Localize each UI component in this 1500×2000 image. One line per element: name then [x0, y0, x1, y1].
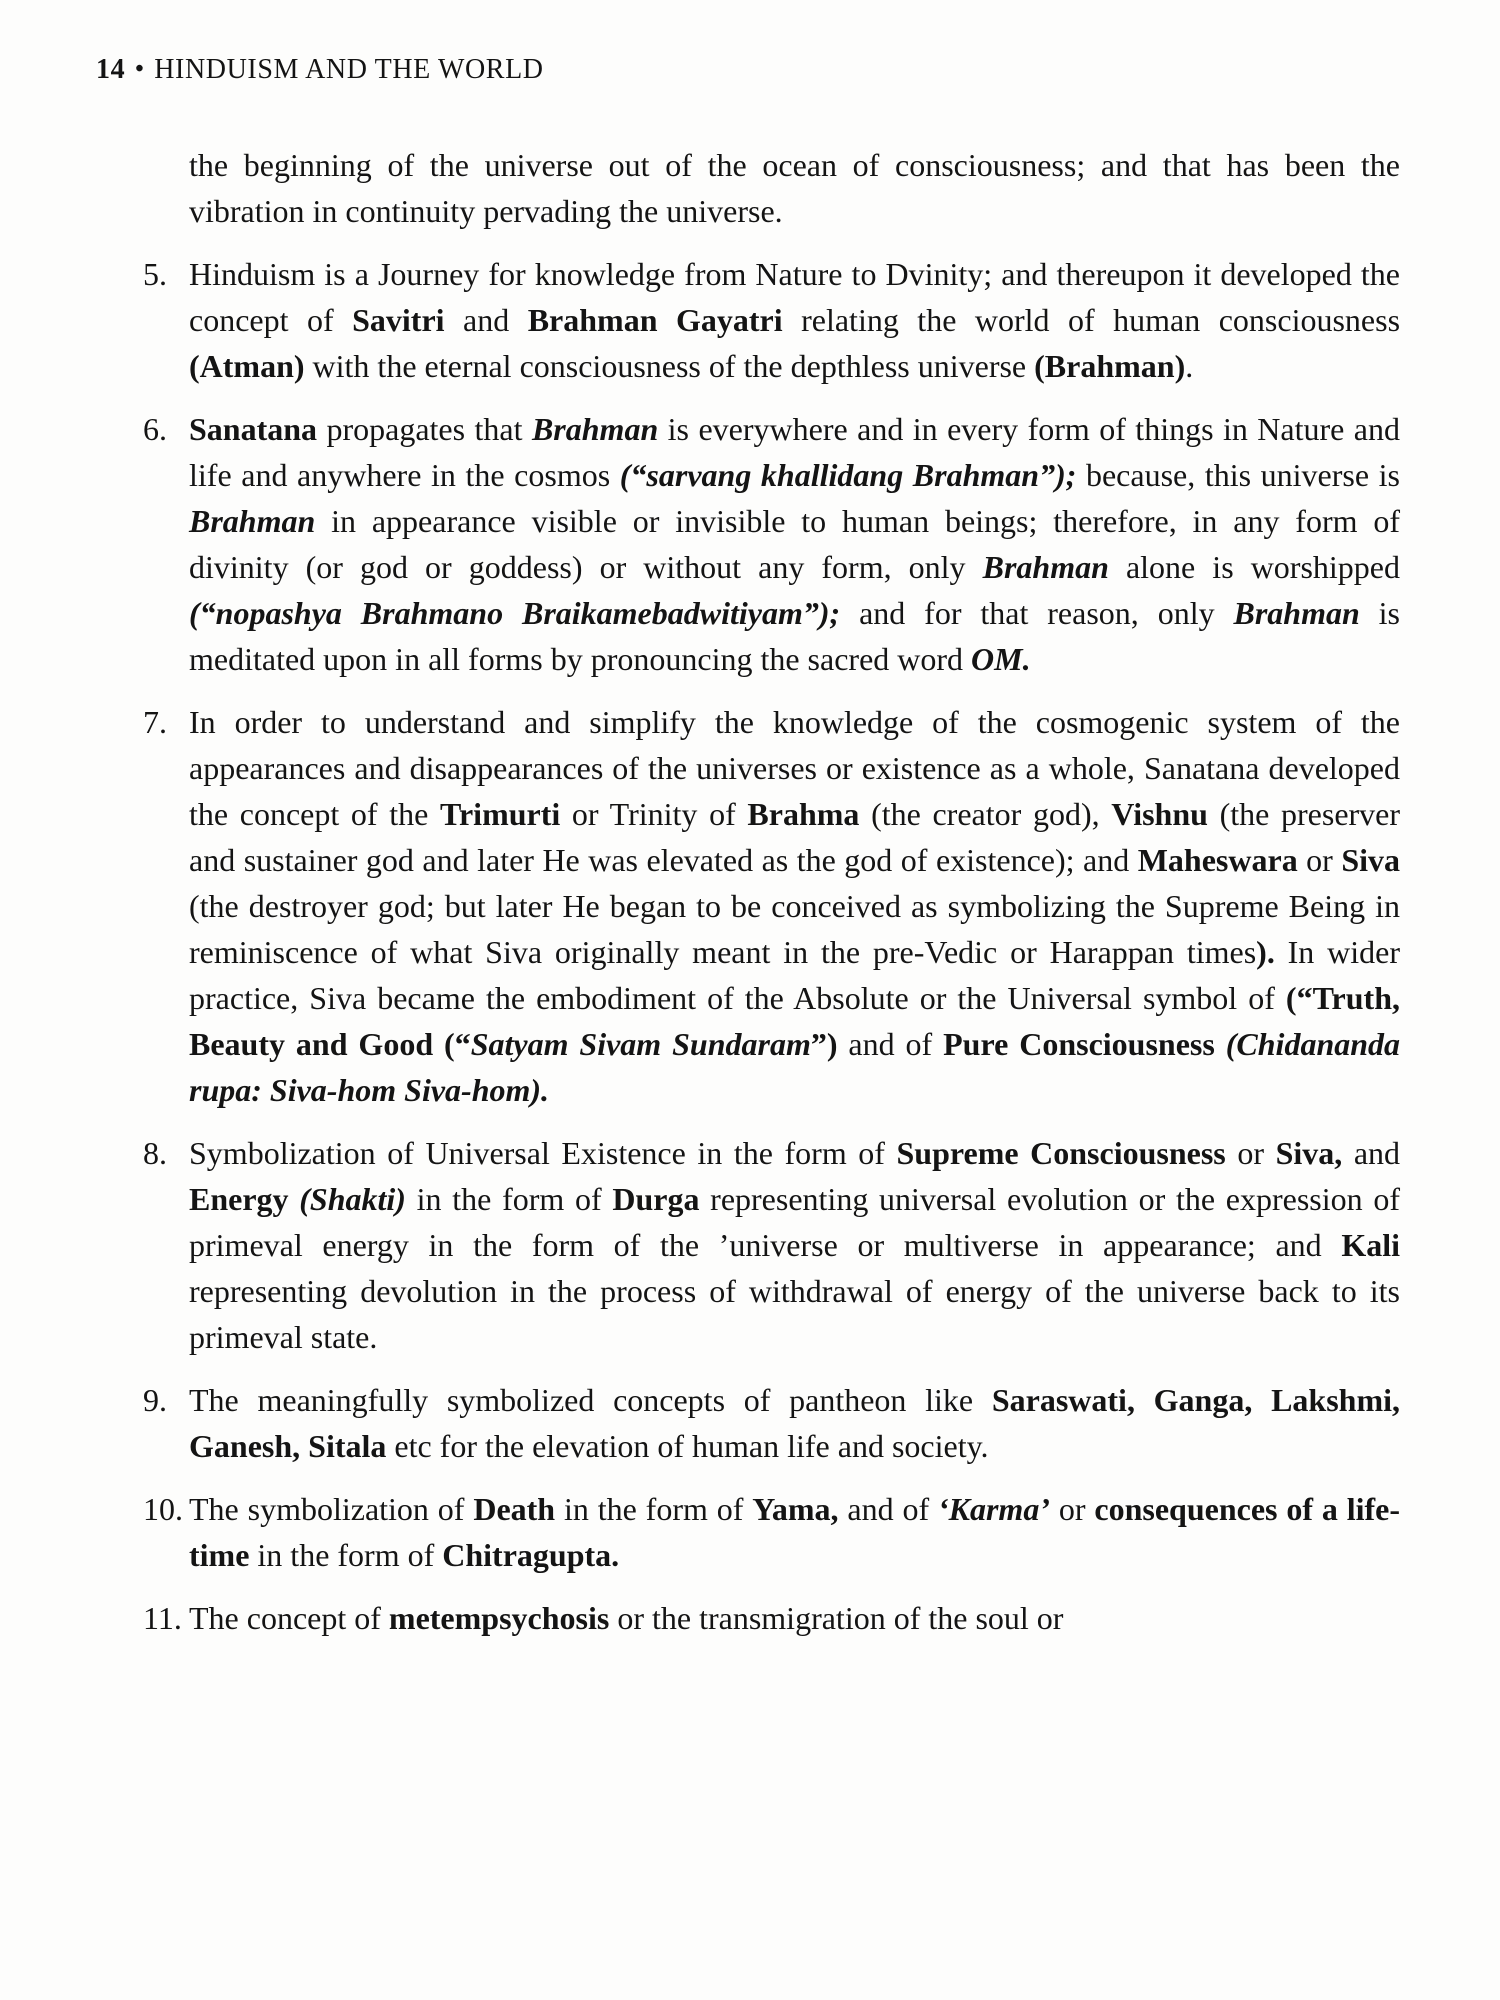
item-text: [189, 251, 1400, 389]
text-segment: Maheswara: [1137, 842, 1298, 878]
item-text: [189, 1595, 1400, 1641]
list-item: [143, 406, 1400, 682]
text-segment: (the preserver and sustainer god and later He was elevated as the god of existence); and: [189, 796, 1401, 878]
text-segment: Brahman: [531, 411, 659, 447]
text-segment: Brahman: [1233, 595, 1360, 631]
text-segment: .: [1185, 348, 1194, 384]
text-segment: because, this universe is: [1076, 457, 1400, 493]
text-segment: (the destroyer god; but later He began to be conceived as symbolizing the Supreme Being in reminiscence of what Siva originally meant in the pre-Vedic or Harappan times: [189, 888, 1400, 970]
text-segment: in the form of: [555, 1491, 753, 1527]
text-segment: Symbolization of Universal Existence in the form of: [189, 1135, 897, 1171]
text-segment: Hinduism is a Journey for knowledge from Nature to Dvinity; and thereupon it developed the concept of: [189, 256, 1400, 338]
text-segment: is everywhere and in every form of things in Nature and life and anywhere in the cosmos: [189, 411, 1401, 493]
item-text: [189, 406, 1400, 682]
text-segment: Brahman Gayatri: [527, 302, 783, 338]
text-segment: Siva: [1341, 842, 1401, 878]
text-segment: (Atman): [189, 348, 305, 384]
text-segment: Sanatana: [189, 411, 318, 447]
text-segment: OM.: [971, 641, 1031, 677]
text-segment: representing devolution in the process of withdrawal of energy of the universe back to its primeval state.: [189, 1273, 1400, 1355]
page-number: 14: [96, 54, 126, 85]
text-segment: and of: [838, 1491, 938, 1527]
running-header: [0, 0, 1500, 86]
text-segment: ”): [810, 1026, 838, 1062]
text-segment: Supreme Consciousness: [896, 1135, 1226, 1171]
text-segment: metempsychosis: [388, 1600, 610, 1636]
list-item: [143, 251, 1400, 389]
text-segment: (“sarvang khallidang Brahman”);: [619, 457, 1077, 493]
text-segment: (“nopashya Brahmano Braikamebadwitiyam”);: [189, 595, 841, 631]
list-item: [143, 699, 1400, 1113]
text-segment: in the form of: [249, 1537, 443, 1573]
text-segment: relating the world of human consciousness: [782, 302, 1401, 338]
text-segment: or Trinity of: [560, 796, 748, 832]
text-segment: the beginning of the universe out of the ocean of consciousness; and that has been the vibration in continuity pervading the universe.: [189, 147, 1400, 229]
text-segment: in appearance visible or invisible to human beings; therefore, in any form of divinity (or god or goddess) or without any form, only: [189, 503, 1400, 585]
item-text: [189, 1486, 1400, 1578]
list-item: [143, 1486, 1400, 1578]
header-separator-dot: •: [135, 56, 145, 82]
text-segment: The meaningfully symbolized concepts of pantheon like: [189, 1382, 992, 1418]
text-segment: etc for the elevation of human life and society.: [386, 1428, 989, 1464]
text-segment: representing universal evolution or the expression of primeval energy in the form of the ʼuniverse or multiverse in appearance; and: [189, 1181, 1401, 1263]
text-segment: Siva,: [1275, 1135, 1343, 1171]
item-number: 10.: [143, 1491, 183, 1527]
item-number: 5.: [143, 256, 167, 292]
text-segment: The symbolization of: [189, 1491, 474, 1527]
text-segment: (Chidananda rupa: Siva-hom Siva-hom).: [189, 1026, 1401, 1108]
text-segment: and: [444, 302, 528, 338]
list-item: [143, 1377, 1400, 1469]
text-segment: and of: [837, 1026, 944, 1062]
text-segment: Kali: [1341, 1227, 1400, 1263]
text-segment: consequences of a life-time: [189, 1491, 1401, 1573]
text-segment: The concept of: [189, 1600, 389, 1636]
item-number: 7.: [143, 704, 167, 740]
text-segment: Death: [473, 1491, 556, 1527]
text-segment: Saraswati, Ganga, Lakshmi, Ganesh, Sitala: [189, 1382, 1400, 1464]
book-title: HINDUISM AND THE WORLD: [154, 54, 544, 85]
text-segment: Energy: [189, 1181, 289, 1217]
text-segment: with the eternal consciousness of the depthless universe: [304, 348, 1035, 384]
text-segment: or: [1049, 1491, 1095, 1527]
text-segment: (Brahman): [1034, 348, 1186, 384]
text-segment: Brahman: [982, 549, 1109, 585]
numbered-list: [143, 251, 1400, 1641]
item-number: 8.: [143, 1135, 167, 1171]
item-number: 11.: [143, 1600, 182, 1636]
text-segment: and for that reason, only: [840, 595, 1234, 631]
text-segment: Brahma: [747, 796, 860, 832]
item-number: 6.: [143, 411, 167, 447]
text-segment: Chitragupta.: [442, 1537, 620, 1573]
text-segment: Vishnu: [1111, 796, 1208, 832]
list-item: [143, 1130, 1400, 1360]
text-segment: propagates that: [317, 411, 532, 447]
text-segment: Pure Consciousness: [943, 1026, 1215, 1062]
text-segment: [1215, 1026, 1226, 1062]
text-segment: Yama,: [752, 1491, 839, 1527]
item-text: [189, 699, 1400, 1113]
text-segment: and: [1342, 1135, 1401, 1171]
text-segment: Durga: [612, 1181, 700, 1217]
text-segment: in the form of: [405, 1181, 613, 1217]
text-segment: or: [1297, 842, 1342, 878]
text-segment: Brahman: [189, 503, 316, 539]
page-body: [143, 142, 1400, 1641]
text-segment: or the transmigration of the soul or: [609, 1600, 1064, 1636]
text-segment: (Shakti): [299, 1181, 406, 1217]
text-segment: is meditated upon in all forms by pronouncing the sacred word: [189, 595, 1401, 677]
item-text: [189, 1130, 1400, 1360]
text-segment: Trimurti: [440, 796, 561, 832]
text-segment: In order to understand and simplify the knowledge of the cosmogenic system of the appearances and disappearances of the universes or existence as a whole, Sanatana developed the concept of the: [189, 704, 1400, 832]
text-segment: In wider practice, Siva became the embodiment of the Absolute or the Universal symbol of: [189, 934, 1401, 1016]
text-segment: (“Truth, Beauty and Good (“: [189, 980, 1400, 1062]
text-segment: or: [1225, 1135, 1276, 1171]
text-segment: Savitri: [352, 302, 445, 338]
list-item: [143, 1595, 1400, 1641]
item-text: [189, 1377, 1400, 1469]
text-segment: alone is worshipped: [1108, 549, 1401, 585]
text-segment: [289, 1181, 300, 1217]
text-segment: ).: [1256, 934, 1275, 970]
continuation-paragraph: [189, 142, 1400, 234]
text-segment: Satyam Sivam Sundaram: [470, 1026, 811, 1062]
text-segment: (the creator god),: [859, 796, 1112, 832]
text-segment: ‘Karma’: [937, 1491, 1050, 1527]
item-number: 9.: [143, 1382, 167, 1418]
